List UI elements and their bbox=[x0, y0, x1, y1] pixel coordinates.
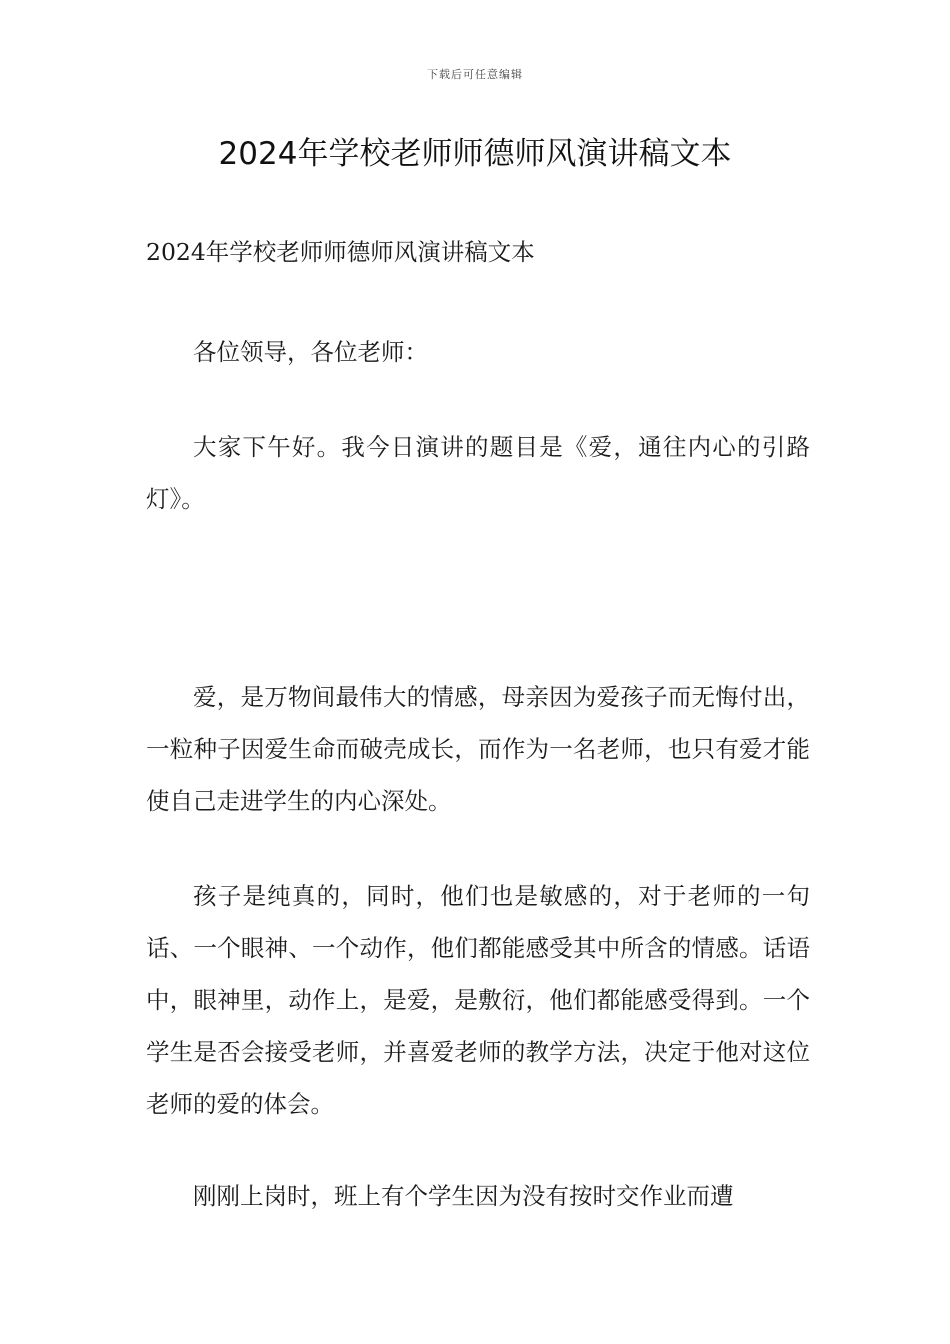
greeting-paragraph: 各位领导，各位老师： bbox=[193, 338, 428, 366]
love-paragraph: 爱，是万物间最伟大的情感，母亲因为爱孩子而无悔付出，一粒种子因爱生命而破壳成长，而作为一名老师，也只有爱才能使自己走进学生的内心深处。 bbox=[146, 683, 810, 815]
story-paragraph: 刚刚上岗时，班上有个学生因为没有按时交作业而遭 bbox=[193, 1182, 734, 1210]
subtitle-paragraph: 2024年学校老师师德师风演讲稿文本 bbox=[146, 238, 535, 266]
children-paragraph: 孩子是纯真的，同时，他们也是敏感的，对于老师的一句话、一个眼神、一个动作，他们都能感受其中所含的情感。话语中，眼神里，动作上，是爱，是敷衍，他们都能感受得到。一个学生是否会接受老师，并喜爱老师的教学方法，决定于他对这位老师的爱的体会。 bbox=[146, 882, 810, 1118]
intro-paragraph: 大家下午好。我今日演讲的题目是《爱，通往内心的引路灯》。 bbox=[146, 433, 810, 513]
header-note: 下载后可任意编辑 bbox=[427, 68, 523, 81]
document-title: 2024年学校老师师德师风演讲稿文本 bbox=[218, 136, 732, 172]
